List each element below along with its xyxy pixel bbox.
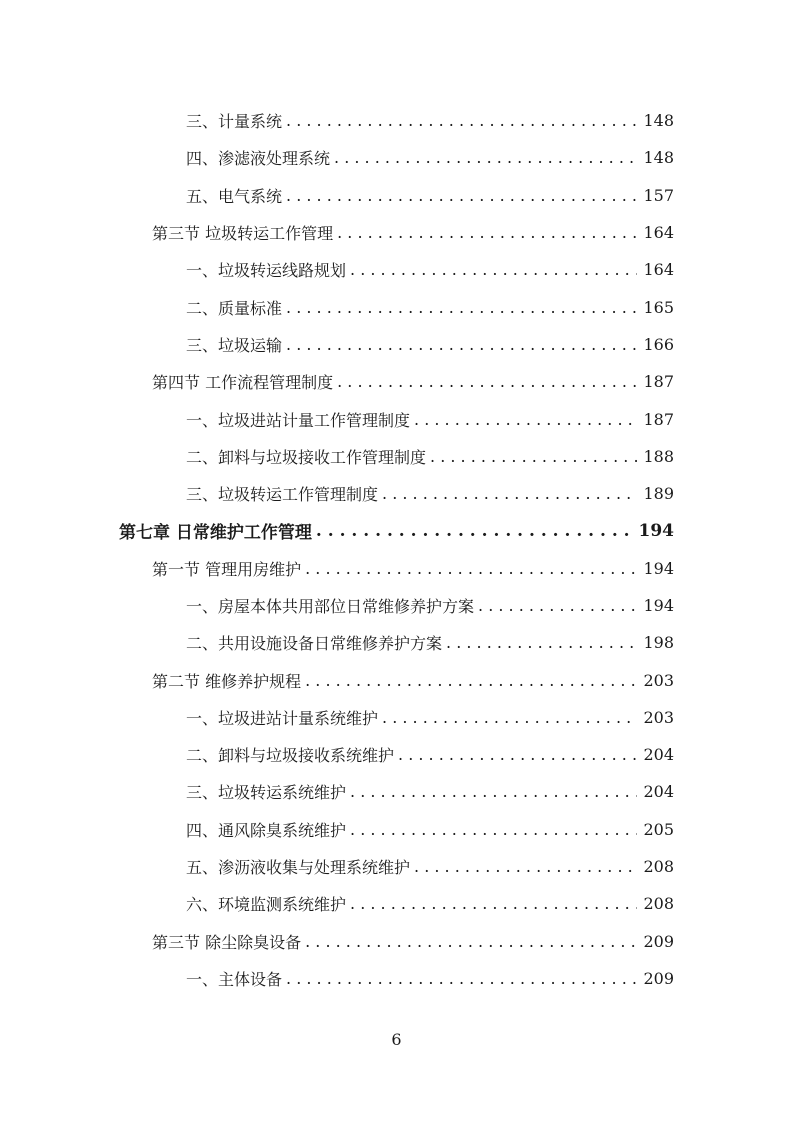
toc-entry-title: 五、电气系统 [186,186,283,206]
toc-entry-page-number: 164 [643,223,674,243]
toc-entry-title: 二、卸料与垃圾接收系统维护 [186,746,395,766]
toc-dot-leader [286,969,637,988]
toc-dot-leader [414,410,637,429]
toc-dot-leader [337,372,637,391]
toc-dot-leader [286,186,637,205]
toc-entry-title: 第四节 工作流程管理制度 [152,373,334,393]
toc-entry-page-number: 194 [643,596,674,615]
toc-entry-title: 五、渗沥液收集与处理系统维护 [186,858,411,878]
toc-entry-title: 第三节 垃圾转运工作管理 [152,224,334,244]
toc-entry-page-number: 187 [643,372,674,392]
toc-subsection-entry[interactable] [0,438,674,475]
toc-dot-leader [305,559,637,578]
toc-entry-page-number: 166 [643,334,674,354]
toc-entry-page-number: 188 [643,446,674,466]
toc-entry-title: 四、渗滤液处理系统 [186,149,331,169]
toc-entry-title: 三、垃圾转运系统维护 [186,783,347,803]
toc-dot-leader [446,633,637,652]
toc-subsection-entry[interactable] [0,288,674,325]
toc-section-entry[interactable] [0,550,674,587]
toc-dot-leader [478,596,637,615]
toc-dot-leader [305,671,637,690]
toc-dot-leader [286,111,637,130]
toc-dot-leader [398,745,637,764]
toc-subsection-entry[interactable] [0,102,674,139]
toc-entry-page-number: 165 [643,297,674,317]
toc-subsection-entry[interactable] [0,885,674,922]
toc-subsection-entry[interactable] [0,773,674,810]
toc-entry-title: 第二节 维修养护规程 [152,671,302,691]
toc-entry-page-number: 208 [643,857,674,877]
toc-subsection-entry[interactable] [0,326,674,363]
toc-entry-title: 三、垃圾运输 [186,335,283,355]
toc-dot-leader [350,782,637,801]
toc-subsection-entry[interactable] [0,400,674,437]
toc-dot-leader [337,223,637,242]
toc-entry-page-number: 209 [643,968,674,988]
toc-subsection-entry[interactable] [0,736,674,773]
toc-dot-leader [430,447,637,466]
toc-dot-leader [382,484,637,503]
toc-entry-page-number: 205 [643,819,674,839]
toc-entry-page-number: 194 [638,520,674,541]
toc-entry-title: 第七章 日常维护工作管理 [119,523,312,544]
toc-dot-leader [286,335,637,354]
toc-entry-page-number: 198 [643,633,674,653]
toc-section-entry[interactable] [0,923,674,960]
toc-entry-title: 三、计量系统 [186,112,283,132]
toc-entry-title: 二、质量标准 [186,298,283,318]
toc-entry-title: 一、垃圾进站计量工作管理制度 [186,410,411,430]
toc-section-entry[interactable] [0,363,674,400]
toc-subsection-entry[interactable] [0,960,674,997]
toc-entry-page-number: 204 [643,782,674,802]
toc-subsection-entry[interactable] [0,848,674,885]
toc-dot-leader [305,932,637,951]
toc-entry-page-number: 187 [643,409,674,429]
toc-dot-leader [350,894,637,913]
toc-subsection-entry[interactable] [0,587,674,624]
toc-subsection-entry[interactable] [0,624,674,661]
toc-entry-page-number: 148 [643,148,674,168]
toc-entry-title: 六、环境监测系统维护 [186,895,347,915]
toc-entry-page-number: 204 [643,745,674,765]
toc-entry-title: 二、共用设施设备日常维修养护方案 [186,634,443,654]
toc-entry-page-number: 194 [643,558,674,578]
toc-entry-title: 四、通风除臭系统维护 [186,820,347,840]
toc-chapter-entry[interactable] [0,512,674,549]
toc-dot-leader [350,820,637,839]
toc-dot-leader [316,521,633,541]
toc-entry-page-number: 157 [643,185,674,205]
toc-dot-leader [350,260,637,279]
toc-entry-page-number: 203 [643,670,674,690]
toc-entry-title: 一、主体设备 [186,969,283,989]
toc-subsection-entry[interactable] [0,139,674,176]
toc-subsection-entry[interactable] [0,475,674,512]
page-number: 6 [391,1030,402,1049]
toc-section-entry[interactable] [0,214,674,251]
toc-entry-page-number: 148 [643,111,674,131]
toc-entry-title: 一、垃圾进站计量系统维护 [186,708,379,728]
toc-entry-page-number: 209 [643,931,674,951]
toc-subsection-entry[interactable] [0,177,674,214]
toc-entry-page-number: 208 [643,894,674,914]
toc-dot-leader [382,708,637,727]
toc-subsection-entry[interactable] [0,811,674,848]
toc-entry-page-number: 189 [643,484,674,504]
toc-dot-leader [414,857,637,876]
toc-entry-page-number: 203 [643,707,674,727]
toc-dot-leader [334,148,637,167]
toc-list [0,102,674,997]
toc-section-entry[interactable] [0,661,674,698]
toc-entry-title: 第三节 除尘除臭设备 [152,932,302,952]
toc-entry-page-number: 164 [643,260,674,280]
toc-entry-title: 一、垃圾转运线路规划 [186,261,347,281]
toc-dot-leader [286,298,637,317]
toc-subsection-entry[interactable] [0,699,674,736]
toc-entry-title: 一、房屋本体共用部位日常维修养护方案 [186,597,475,616]
toc-subsection-entry[interactable] [0,251,674,288]
toc-entry-title: 二、卸料与垃圾接收工作管理制度 [186,447,427,467]
toc-entry-title: 三、垃圾转运工作管理制度 [186,485,379,505]
toc-entry-title: 第一节 管理用房维护 [152,559,302,579]
